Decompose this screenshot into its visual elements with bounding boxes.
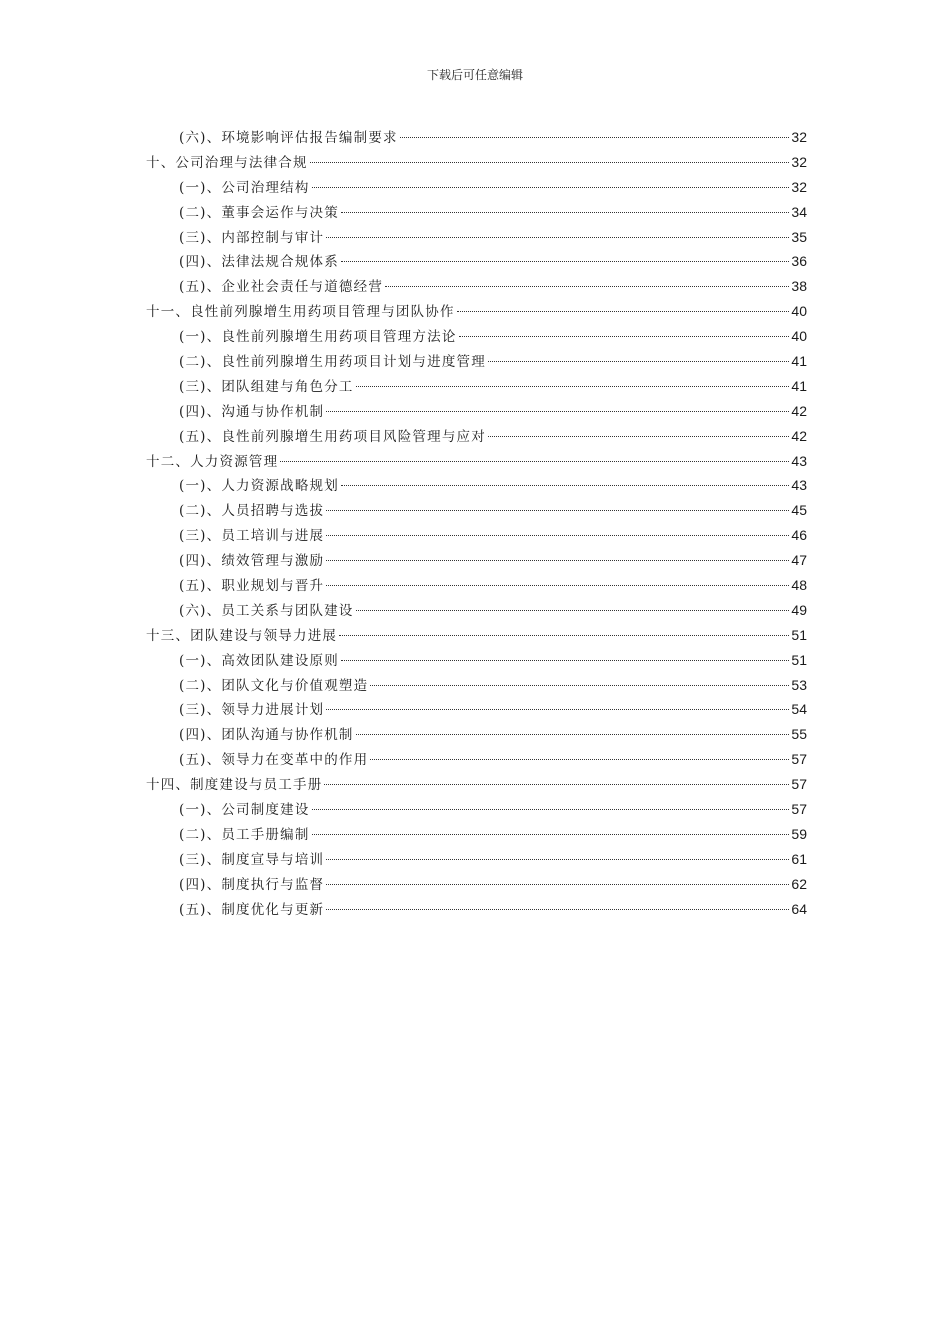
table-of-contents: [146, 125, 807, 922]
toc-dot-leader: [326, 909, 789, 910]
toc-section-entry[interactable]: [146, 847, 807, 872]
toc-section-entry[interactable]: [146, 897, 807, 922]
toc-page-number: 35: [791, 228, 807, 245]
toc-dot-leader: [312, 187, 790, 188]
toc-dot-leader: [310, 162, 790, 163]
toc-section-entry[interactable]: [146, 175, 807, 200]
toc-chapter-entry[interactable]: [146, 772, 807, 797]
toc-entry-title: (三)、内部控制与审计: [179, 229, 325, 246]
toc-entry-title: (五)、制度优化与更新: [179, 901, 325, 918]
toc-entry-title: (四)、团队沟通与协作机制: [179, 727, 354, 744]
toc-dot-leader: [370, 685, 789, 686]
toc-dot-leader: [385, 286, 789, 287]
toc-section-entry[interactable]: [146, 424, 807, 449]
toc-dot-leader: [339, 635, 789, 636]
toc-dot-leader: [341, 212, 789, 213]
toc-dot-leader: [400, 137, 790, 138]
toc-entry-title: (三)、团队组建与角色分工: [179, 378, 354, 395]
toc-entry-title: (二)、良性前列腺增生用药项目计划与进度管理: [179, 354, 486, 371]
toc-entry-title: 十、公司治理与法律合规: [146, 154, 308, 171]
toc-page-number: 48: [791, 577, 807, 594]
toc-page-number: 53: [791, 676, 807, 693]
toc-page-number: 49: [791, 601, 807, 618]
toc-page-number: 57: [791, 776, 807, 793]
toc-entry-title: (三)、制度宣导与培训: [179, 851, 325, 868]
toc-entry-title: (一)、人力资源战略规划: [179, 478, 339, 495]
toc-page-number: 46: [791, 527, 807, 544]
toc-page-number: 57: [791, 801, 807, 818]
toc-page-number: 32: [791, 129, 807, 145]
toc-page-number: 64: [791, 900, 807, 917]
toc-page-number: 55: [791, 726, 807, 743]
toc-entry-title: (二)、团队文化与价值观塑造: [179, 677, 369, 694]
toc-entry-title: (二)、员工手册编制: [179, 826, 310, 843]
toc-dot-leader: [488, 436, 789, 437]
toc-entry-title: (一)、公司制度建设: [179, 802, 310, 819]
toc-chapter-entry[interactable]: [146, 150, 807, 175]
toc-dot-leader: [488, 361, 789, 362]
toc-section-entry[interactable]: [146, 747, 807, 772]
toc-page-number: 32: [791, 153, 807, 170]
toc-dot-leader: [326, 237, 789, 238]
toc-page-number: 36: [791, 253, 807, 270]
toc-page-number: 40: [791, 303, 807, 320]
toc-page-number: 43: [791, 452, 807, 469]
toc-chapter-entry[interactable]: [146, 299, 807, 324]
toc-entry-title: (三)、领导力进展计划: [179, 702, 325, 719]
toc-dot-leader: [326, 535, 789, 536]
toc-entry-title: (二)、董事会运作与决策: [179, 204, 339, 221]
toc-section-entry[interactable]: [146, 374, 807, 399]
toc-dot-leader: [356, 610, 790, 611]
toc-dot-leader: [326, 859, 789, 860]
toc-section-entry[interactable]: [146, 548, 807, 573]
toc-page-number: 45: [791, 502, 807, 519]
toc-entry-title: (四)、制度执行与监督: [179, 876, 325, 893]
toc-page-number: 51: [791, 626, 807, 643]
toc-entry-title: 十二、人力资源管理: [146, 453, 279, 470]
toc-dot-leader: [312, 834, 790, 835]
toc-section-entry[interactable]: [146, 872, 807, 897]
toc-page-number: 41: [791, 377, 807, 394]
toc-entry-title: (二)、人员招聘与选拔: [179, 503, 325, 520]
toc-entry-title: 十一、良性前列腺增生用药项目管理与团队协作: [146, 304, 455, 321]
toc-section-entry[interactable]: [146, 324, 807, 349]
toc-page-number: 42: [791, 402, 807, 419]
toc-section-entry[interactable]: [146, 822, 807, 847]
toc-page-number: 38: [791, 278, 807, 295]
toc-dot-leader: [341, 485, 789, 486]
toc-section-entry[interactable]: [146, 598, 807, 623]
toc-page-number: 54: [791, 701, 807, 718]
toc-dot-leader: [280, 461, 789, 462]
toc-entry-title: (四)、法律法规合规体系: [179, 254, 339, 271]
toc-dot-leader: [356, 386, 790, 387]
toc-chapter-entry[interactable]: [146, 449, 807, 474]
toc-entry-title: (三)、员工培训与进展: [179, 528, 325, 545]
toc-dot-leader: [341, 660, 789, 661]
toc-page-number: 61: [791, 850, 807, 867]
toc-entry-title: (四)、绩效管理与激励: [179, 553, 325, 570]
toc-dot-leader: [326, 884, 789, 885]
toc-section-entry[interactable]: [146, 722, 807, 747]
toc-section-entry[interactable]: [146, 797, 807, 822]
toc-section-entry[interactable]: [146, 125, 807, 150]
toc-entry-title: (一)、高效团队建设原则: [179, 652, 339, 669]
toc-page-number: 42: [791, 427, 807, 444]
toc-page-number: 57: [791, 751, 807, 768]
toc-entry-title: (六)、员工关系与团队建设: [179, 602, 354, 619]
toc-dot-leader: [370, 759, 789, 760]
toc-page-number: 51: [791, 651, 807, 668]
toc-dot-leader: [326, 585, 789, 586]
toc-page-number: 41: [791, 353, 807, 370]
toc-section-entry[interactable]: [146, 523, 807, 548]
toc-entry-title: (五)、企业社会责任与道德经营: [179, 279, 384, 296]
toc-section-entry[interactable]: [146, 274, 807, 299]
page-header: 下载后可任意编辑: [426, 68, 523, 82]
toc-page-number: 34: [791, 203, 807, 220]
toc-dot-leader: [356, 734, 790, 735]
toc-page-number: 47: [791, 552, 807, 569]
toc-section-entry[interactable]: [146, 200, 807, 225]
toc-section-entry[interactable]: [146, 498, 807, 523]
toc-entry-title: (六)、环境影响评估报告编制要求: [179, 130, 398, 146]
toc-section-entry[interactable]: [146, 249, 807, 274]
toc-entry-title: (一)、良性前列腺增生用药项目管理方法论: [179, 329, 457, 346]
toc-entry-title: (四)、沟通与协作机制: [179, 403, 325, 420]
toc-section-entry[interactable]: [146, 225, 807, 250]
toc-section-entry[interactable]: [146, 673, 807, 698]
toc-page-number: 32: [791, 178, 807, 195]
toc-dot-leader: [326, 709, 789, 710]
toc-entry-title: (五)、职业规划与晋升: [179, 578, 325, 595]
toc-dot-leader: [341, 261, 789, 262]
toc-entry-title: 十四、制度建设与员工手册: [146, 777, 323, 794]
toc-section-entry[interactable]: [146, 648, 807, 673]
toc-chapter-entry[interactable]: [146, 623, 807, 648]
toc-entry-title: (一)、公司治理结构: [179, 179, 310, 196]
toc-dot-leader: [326, 560, 789, 561]
toc-dot-leader: [324, 784, 789, 785]
toc-page-number: 62: [791, 875, 807, 892]
toc-dot-leader: [326, 411, 789, 412]
toc-page-number: 40: [791, 328, 807, 345]
toc-dot-leader: [459, 336, 790, 337]
toc-dot-leader: [457, 311, 790, 312]
toc-entry-title: (五)、良性前列腺增生用药项目风险管理与应对: [179, 428, 486, 445]
toc-page-number: 43: [791, 477, 807, 494]
toc-dot-leader: [312, 809, 790, 810]
toc-section-entry[interactable]: [146, 349, 807, 374]
toc-section-entry[interactable]: [146, 473, 807, 498]
toc-entry-title: (五)、领导力在变革中的作用: [179, 752, 369, 769]
toc-entry-title: 十三、团队建设与领导力进展: [146, 627, 338, 644]
toc-section-entry[interactable]: [146, 697, 807, 722]
toc-dot-leader: [326, 510, 789, 511]
toc-page-number: 59: [791, 825, 807, 842]
toc-section-entry[interactable]: [146, 573, 807, 598]
toc-section-entry[interactable]: [146, 399, 807, 424]
